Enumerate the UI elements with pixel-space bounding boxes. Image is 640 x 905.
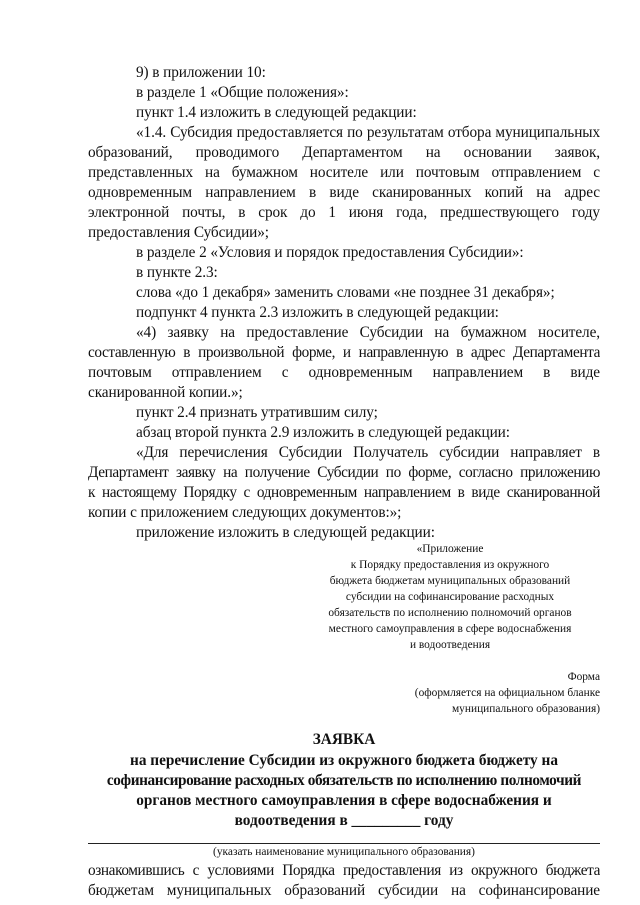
text-line: «4) заявку на предоставление Субсидии на бумажном носителе, <box>136 324 600 341</box>
appendix-line: бюджета бюджетам муниципальных образований <box>329 575 571 587</box>
title-line: софинансирование расходных обязательств по исполнению полномочий <box>106 772 582 789</box>
appendix-line: субсидии на софинансирование расходных <box>345 591 555 603</box>
title-heading: ЗАЯВКА <box>312 731 376 748</box>
text-line: копии с приложением следующих документов:»; <box>88 504 402 521</box>
text-line: почтовым отправлением с одновременным направлением в виде <box>88 364 600 381</box>
text-line: 9) в приложении 10: <box>136 64 266 81</box>
text-line: пункт 2.4 признать утратившим силу; <box>136 404 378 421</box>
title-line: на перечисление Субсидии из окружного бюджета бюджету на <box>130 752 558 769</box>
text-line: абзац второй пункта 2.9 изложить в следующей редакции: <box>136 424 510 441</box>
text-line: ознакомившись с условиями Порядка предоставления из окружного бюджета <box>88 862 600 879</box>
form-note-line: Форма <box>567 671 600 683</box>
title-line: органов местного самоуправления в сфере водоснабжения и <box>136 792 552 809</box>
text-line: к настоящему Порядку с одновременным направлением в виде сканированной <box>88 484 600 501</box>
text-line: в разделе 2 «Условия и порядок предоставления Субсидии»: <box>136 244 524 261</box>
rule-caption: (указать наименование муниципального образования) <box>213 846 475 858</box>
text-line: в разделе 1 «Общие положения»: <box>136 84 349 101</box>
appendix-line: «Приложение <box>416 543 484 555</box>
text-line: электронной почты, в срок до 1 июня года, предшествующего году <box>88 204 600 221</box>
title-line: водоотведения в _________ году <box>234 812 454 829</box>
text-line: бюджетам муниципальных образований субсидии на софинансирование <box>88 882 600 899</box>
text-line: образований, проводимого Департаментом на основании заявок, <box>88 144 600 161</box>
form-note-line: муниципального образования) <box>451 703 600 715</box>
text-line: Департамент заявку на получение Субсидии по форме, согласно приложению <box>88 464 600 481</box>
appendix-line: к Порядку предоставления из окружного <box>350 559 550 571</box>
text-line: слова «до 1 декабря» заменить словами «не позднее 31 декабря»; <box>136 284 555 301</box>
text-line: приложение изложить в следующей редакции: <box>136 524 435 541</box>
underline-rule <box>88 843 600 844</box>
text-line: «1.4. Субсидия предоставляется по результатам отбора муниципальных <box>136 124 600 141</box>
text-line: сканированной копии.»; <box>88 384 243 401</box>
text-line: в пункте 2.3: <box>136 264 218 281</box>
text-line: пункт 1.4 изложить в следующей редакции: <box>136 104 417 121</box>
form-note-line: (оформляется на официальном бланке <box>414 687 600 699</box>
text-line: предоставления Субсидии»; <box>88 224 269 241</box>
text-line: подпункт 4 пункта 2.3 изложить в следующей редакции: <box>136 304 499 321</box>
appendix-line: обязательств по исполнению полномочий органов <box>328 607 572 619</box>
text-line: составленную в произвольной форме, и направленную в адрес Департамента <box>88 344 600 361</box>
text-line: одновременным направлением в виде сканированных копий на адрес <box>88 184 600 201</box>
appendix-line: и водоотведения <box>409 639 491 651</box>
appendix-line: местного самоуправления в сфере водоснабжения <box>328 623 572 635</box>
text-line: представленных на бумажном носителе или почтовым отправлением с <box>88 164 600 181</box>
text-line: «Для перечисления Субсидии Получатель субсидии направляет в <box>136 444 600 461</box>
